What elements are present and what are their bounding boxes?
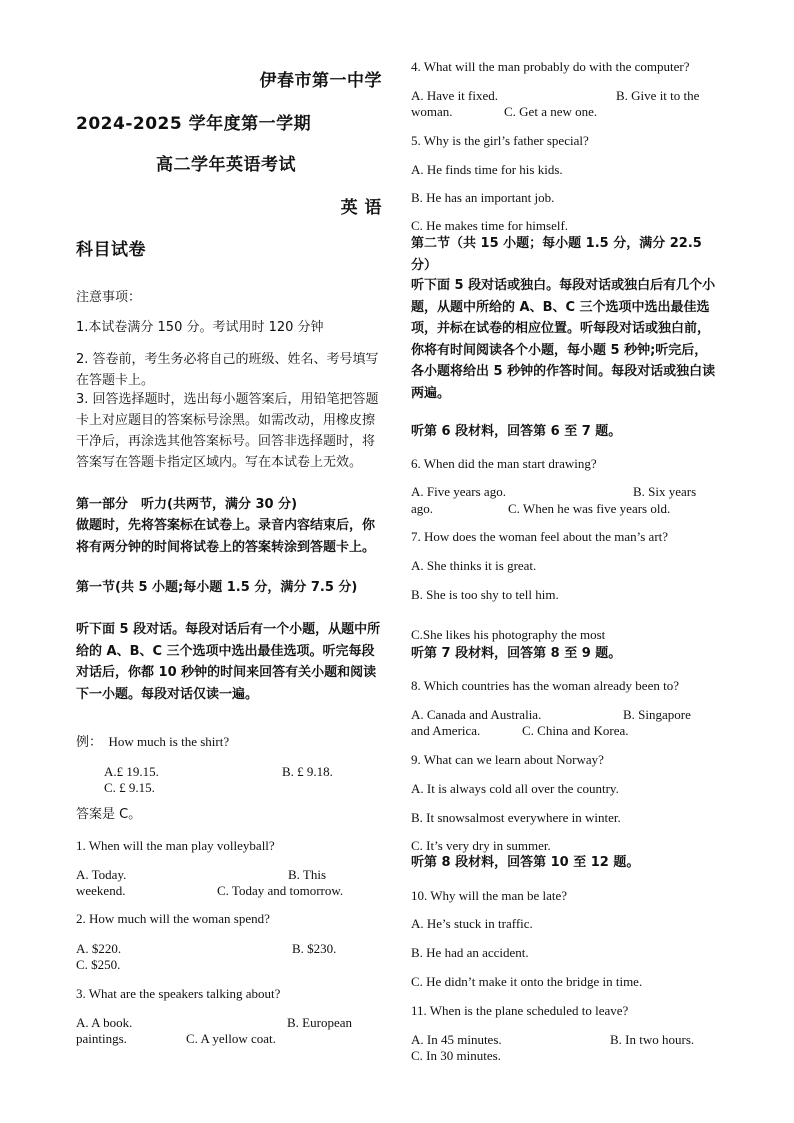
question-7-stem: 7. How does the woman feel about the man’s art? [411, 529, 669, 544]
question-9-option-c: C. It’s very dry in summer. [411, 838, 551, 853]
question-2-option-a: A. $220. [76, 941, 122, 956]
question-7-option-a: A. She thinks it is great. [411, 558, 537, 573]
question-8-option-a: A. Canada and Australia. [411, 707, 542, 722]
question-6-option-c: C. When he was five years old. [508, 501, 671, 516]
question-11-option-a: A. In 45 minutes. [411, 1032, 502, 1047]
question-5-option-c: C. He makes time for himself. [411, 218, 569, 233]
question-6-option-a: A. Five years ago. [411, 484, 506, 499]
question-9-option-a: A. It is always cold all over the country. [411, 781, 619, 796]
question-3-option-b: B. European [287, 1015, 352, 1030]
section1-heading: 第一节(共 5 小题;每小题 1.5 分，满分 7.5 分) [76, 580, 358, 595]
question-6-option-b: B. Six years [633, 484, 697, 499]
question-9-option-b: B. It snowsalmost everywhere in winter. [411, 810, 621, 825]
question-9-stem: 9. What can we learn about Norway? [411, 752, 604, 767]
material-7-heading: 听第 7 段材料，回答第 8 至 9 题。 [411, 646, 622, 661]
material-8-heading: 听第 8 段材料，回答第 10 至 12 题。 [411, 855, 640, 870]
part1-heading: 第一部分 听力(共两节，满分 30 分) [76, 497, 298, 512]
notice-item-1: 1.本试卷满分 150 分。考试用时 120 分钟 [76, 320, 324, 335]
question-4-option-b: B. Give it to the [616, 88, 700, 103]
section2-heading: 第二节（共 15 小题；每小题 1.5 分，满分 22.5 分） [411, 236, 702, 273]
question-8-option-b-cont: and America. [411, 723, 481, 738]
question-3-option-c: C. A yellow coat. [186, 1031, 276, 1046]
question-1-option-b: B. This [288, 867, 327, 882]
question-7-option-b: B. She is too shy to tell him. [411, 587, 559, 602]
notice-item-3: 3. 回答选择题时，选出每小题答案后，用铅笔把答题卡上对应题目的答案标号涂黑。如需改动，用橡皮擦干净后，再涂选其他答案标号。回答非选择题时，将答案写在答题卡指定区域内。写在本试卷上无效。 [76, 392, 379, 470]
question-4-option-a: A. Have it fixed. [411, 88, 499, 103]
question-10-stem: 10. Why will the man be late? [411, 888, 568, 903]
question-5-option-b: B. He has an important job. [411, 190, 555, 205]
part1-instruction: 做题时，先将答案标在试卷上。录音内容结束后，你将有两分钟的时间将试卷上的答案转涂到答题卡上。 [76, 518, 376, 555]
question-11-option-b: B. In two hours. [610, 1032, 695, 1047]
material-6-heading: 听第 6 段材料，回答第 6 至 7 题。 [411, 424, 622, 439]
example-answer: 答案是 C。 [76, 807, 142, 822]
question-3-option-a: A. A book. [76, 1015, 133, 1030]
exam-title: 高二学年英语考试 [156, 155, 296, 175]
notice-item-2: 2. 答卷前，考生务必将自己的班级、姓名、考号填写在答题卡上。 [76, 352, 379, 388]
question-11-stem: 11. When is the plane scheduled to leave? [411, 1003, 629, 1018]
question-2-option-b: B. $230. [292, 941, 337, 956]
question-1-option-a: A. Today. [76, 867, 127, 882]
question-7-option-c: C.She likes his photography the most [411, 627, 606, 642]
year-term: 2024-2025 学年度第一学期 [76, 114, 312, 134]
example-option-c: C. £ 9.15. [104, 780, 155, 795]
question-1-option-c: C. Today and tomorrow. [217, 883, 344, 898]
question-3-stem: 3. What are the speakers talking about? [76, 986, 281, 1001]
question-10-option-a: A. He’s stuck in traffic. [411, 916, 533, 931]
question-8-stem: 8. Which countries has the woman already been to? [411, 678, 679, 693]
example-option-b: B. £ 9.18. [282, 764, 333, 779]
paper-title: 科目试卷 [76, 240, 146, 260]
question-4-stem: 4. What will the man probably do with the computer? [411, 59, 690, 74]
question-1-option-b-cont: weekend. [76, 883, 126, 898]
example-option-a: A.£ 19.15. [104, 764, 159, 779]
section1-instruction: 听下面 5 段对话。每段对话后有一个小题，从题中所给的 A、B、C 三个选项中选出最佳选项。听完每段对话后，你都 10 秒钟的时间来回答有关小题和阅读下一小题。每段对话仅读一遍。 [76, 622, 381, 702]
question-4-option-c: C. Get a new one. [504, 104, 598, 119]
subject-title: 英 语 [340, 198, 382, 218]
question-2-option-c: C. $250. [76, 957, 121, 972]
question-11-option-c: C. In 30 minutes. [411, 1048, 501, 1063]
question-3-option-b-cont: paintings. [76, 1031, 127, 1046]
question-6-option-b-cont: ago. [411, 501, 434, 516]
question-6-stem: 6. When did the man start drawing? [411, 456, 597, 471]
example-question: 例： How much is the shirt? [76, 734, 230, 749]
question-5-stem: 5. Why is the girl’s father special? [411, 133, 589, 148]
question-5-option-a: A. He finds time for his kids. [411, 162, 563, 177]
question-4-option-b-cont: woman. [411, 104, 453, 119]
question-2-stem: 2. How much will the woman spend? [76, 911, 270, 926]
question-10-option-c: C. He didn’t make it onto the bridge in time. [411, 974, 643, 989]
notice-heading: 注意事项： [76, 290, 142, 305]
section2-instruction: 听下面 5 段对话或独白。每段对话或独白后有几个小题，从题中所给的 A、B、C 三个选项中选出最佳选项，并标在试卷的相应位置。听每段对话或独白前，你将有时间阅读各个小题，每小题 5 秒钟;听完后，各小题将给出 5 秒钟的作答时间。每段对话或独白读两遍。 [411, 278, 716, 401]
question-8-option-b: B. Singapore [623, 707, 691, 722]
question-8-option-c: C. China and Korea. [522, 723, 629, 738]
question-10-option-b: B. He had an accident. [411, 945, 529, 960]
school-name: 伊春市第一中学 [259, 71, 382, 91]
question-1-stem: 1. When will the man play volleyball? [76, 838, 275, 853]
